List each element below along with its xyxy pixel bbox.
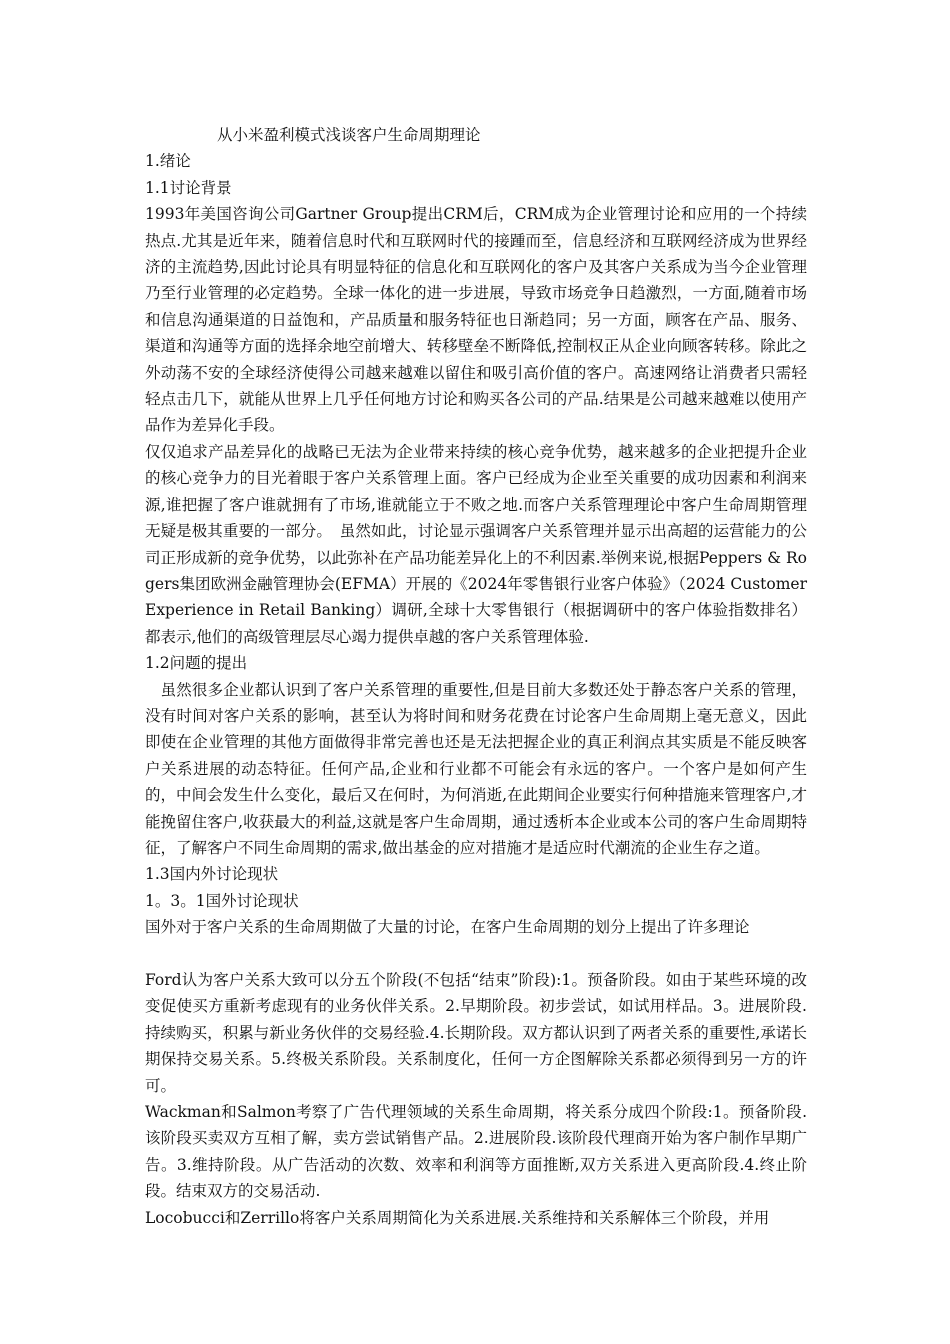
heading-background: 1.1讨论背景 [145,178,232,197]
paragraph-wackman-salmon: Wackman和Salmon考察了广告代理领域的关系生命周期，将关系分成四个阶段:1。预备阶段.该阶段买卖双方互相了解，卖方尝试销售产品。2.进展阶段.该阶段代理商开始为客户制作早期广告。3.维持阶段。从广告活动的次数、效率和利润等方面推断,双方关系进入更高阶段.4.终止阶段。结束双方的交易活动. [145,1103,807,1201]
document-page [145,122,807,1231]
heading-research-status: 1.3国内外讨论现状 [145,865,279,884]
heading-problem: 1.2问题的提出 [145,654,248,673]
heading-introduction: 1.绪论 [145,152,191,171]
document-title: 从小米盈利模式浅谈客户生命周期理论 [217,126,481,144]
paragraph-ford: Ford认为客户关系大致可以分五个阶段(不包括“结束”阶段):1。预备阶段。如由于某些环境的改变促使买方重新考虑现有的业务伙伴关系。2.早期阶段。初步尝试，如试用样品。3。进展阶段.持续购买，积累与新业务伙伴的交易经验.4.长期阶段。双方都认识到了两者关系的重要性,承诺长期保持交易关系。5.终极关系阶段。关系制度化，任何一方企图解除关系都必须得到另一方的许可。 [145,970,807,1095]
paragraph-background-1: 1993年美国咨询公司Gartner Group提出CRM后，CRM成为企业管理讨论和应用的一个持续热点.尤其是近年来，随着信息时代和互联网时代的接踵而至，信息经济和互联网经济成为世界经济的主流趋势,因此讨论具有明显特征的信息化和互联网化的客户及其客户关系成为当今企业管理乃至行业管理的必定趋势。全球一体化的进一步进展，导致市场竞争日趋激烈，一方面,随着市场和信息沟通渠道的日益饱和，产品质量和服务特征也日渐趋同；另一方面，顾客在产品、服务、渠道和沟通等方面的选择余地空前增大、转移壁垒不断降低,控制权正从企业向顾客转移。除此之外动荡不安的全球经济使得公司越来越难以留住和吸引高价值的客户。高速网络让消费者只需轻轻点击几下，就能从世界上几乎任何地方讨论和购买各公司的产品.结果是公司越来越难以使用产品作为差异化手段。 [145,205,807,435]
heading-foreign-research: 1。3。1国外讨论现状 [145,891,299,910]
paragraph-locobucci-zerrillo: Locobucci和Zerrillo将客户关系周期简化为关系进展.关系维持和关系解体三个阶段，并用 [145,1208,770,1227]
paragraph-problem: 虽然很多企业都认识到了客户关系管理的重要性,但是目前大多数还处于静态客户关系的管理，没有时间对客户关系的影响，甚至认为将时间和财务花费在讨论客户生命周期上毫无意义，因此即使在企业管理的其他方面做得非常完善也还是无法把握企业的真正利润点其实质是不能反映客户关系进展的动态特征。任何产品,企业和行业都不可能会有永远的客户。一个客户是如何产生的，中间会发生什么变化，最后又在何时，为何消逝,在此期间企业要实行何种措施来管理客户,才能挽留住客户,收获最大的利益,这就是客户生命周期，通过透析本企业或本公司的客户生命周期特征，了解客户不同生命周期的需求,做出基金的应对措施才是适应时代潮流的企业生存之道。 [145,680,807,857]
blank-line [145,941,807,967]
paragraph-background-2: 仅仅追求产品差异化的战略已无法为企业带来持续的核心竞争优势，越来越多的企业把提升企业的核心竞争力的目光着眼于客户关系管理上面。客户已经成为企业至关重要的成功因素和利润来源,谁把握了客户谁就拥有了市场,谁就能立于不败之地.而客户关系管理理论中客户生命周期管理无疑是极其重要的一部分。 虽然如此，讨论显示强调客户关系管理并显示出高超的运营能力的公司正形成新的竞争优势，以此弥补在产品功能差异化上的不利因素.举例来说,根据Peppers & Rogers集团欧洲金融管理协会(EFMA）开展的《2024年零售银行业客户体验》（2024 Customer Experience in Retail Banking）调研,全球十大零售银行（根据调研中的客户体验指数排名）都表示,他们的高级管理层尽心竭力提供卓越的客户关系管理体验. [145,442,807,646]
paragraph-foreign-intro: 国外对于客户关系的生命周期做了大量的讨论，在客户生命周期的划分上提出了许多理论 [145,918,750,937]
